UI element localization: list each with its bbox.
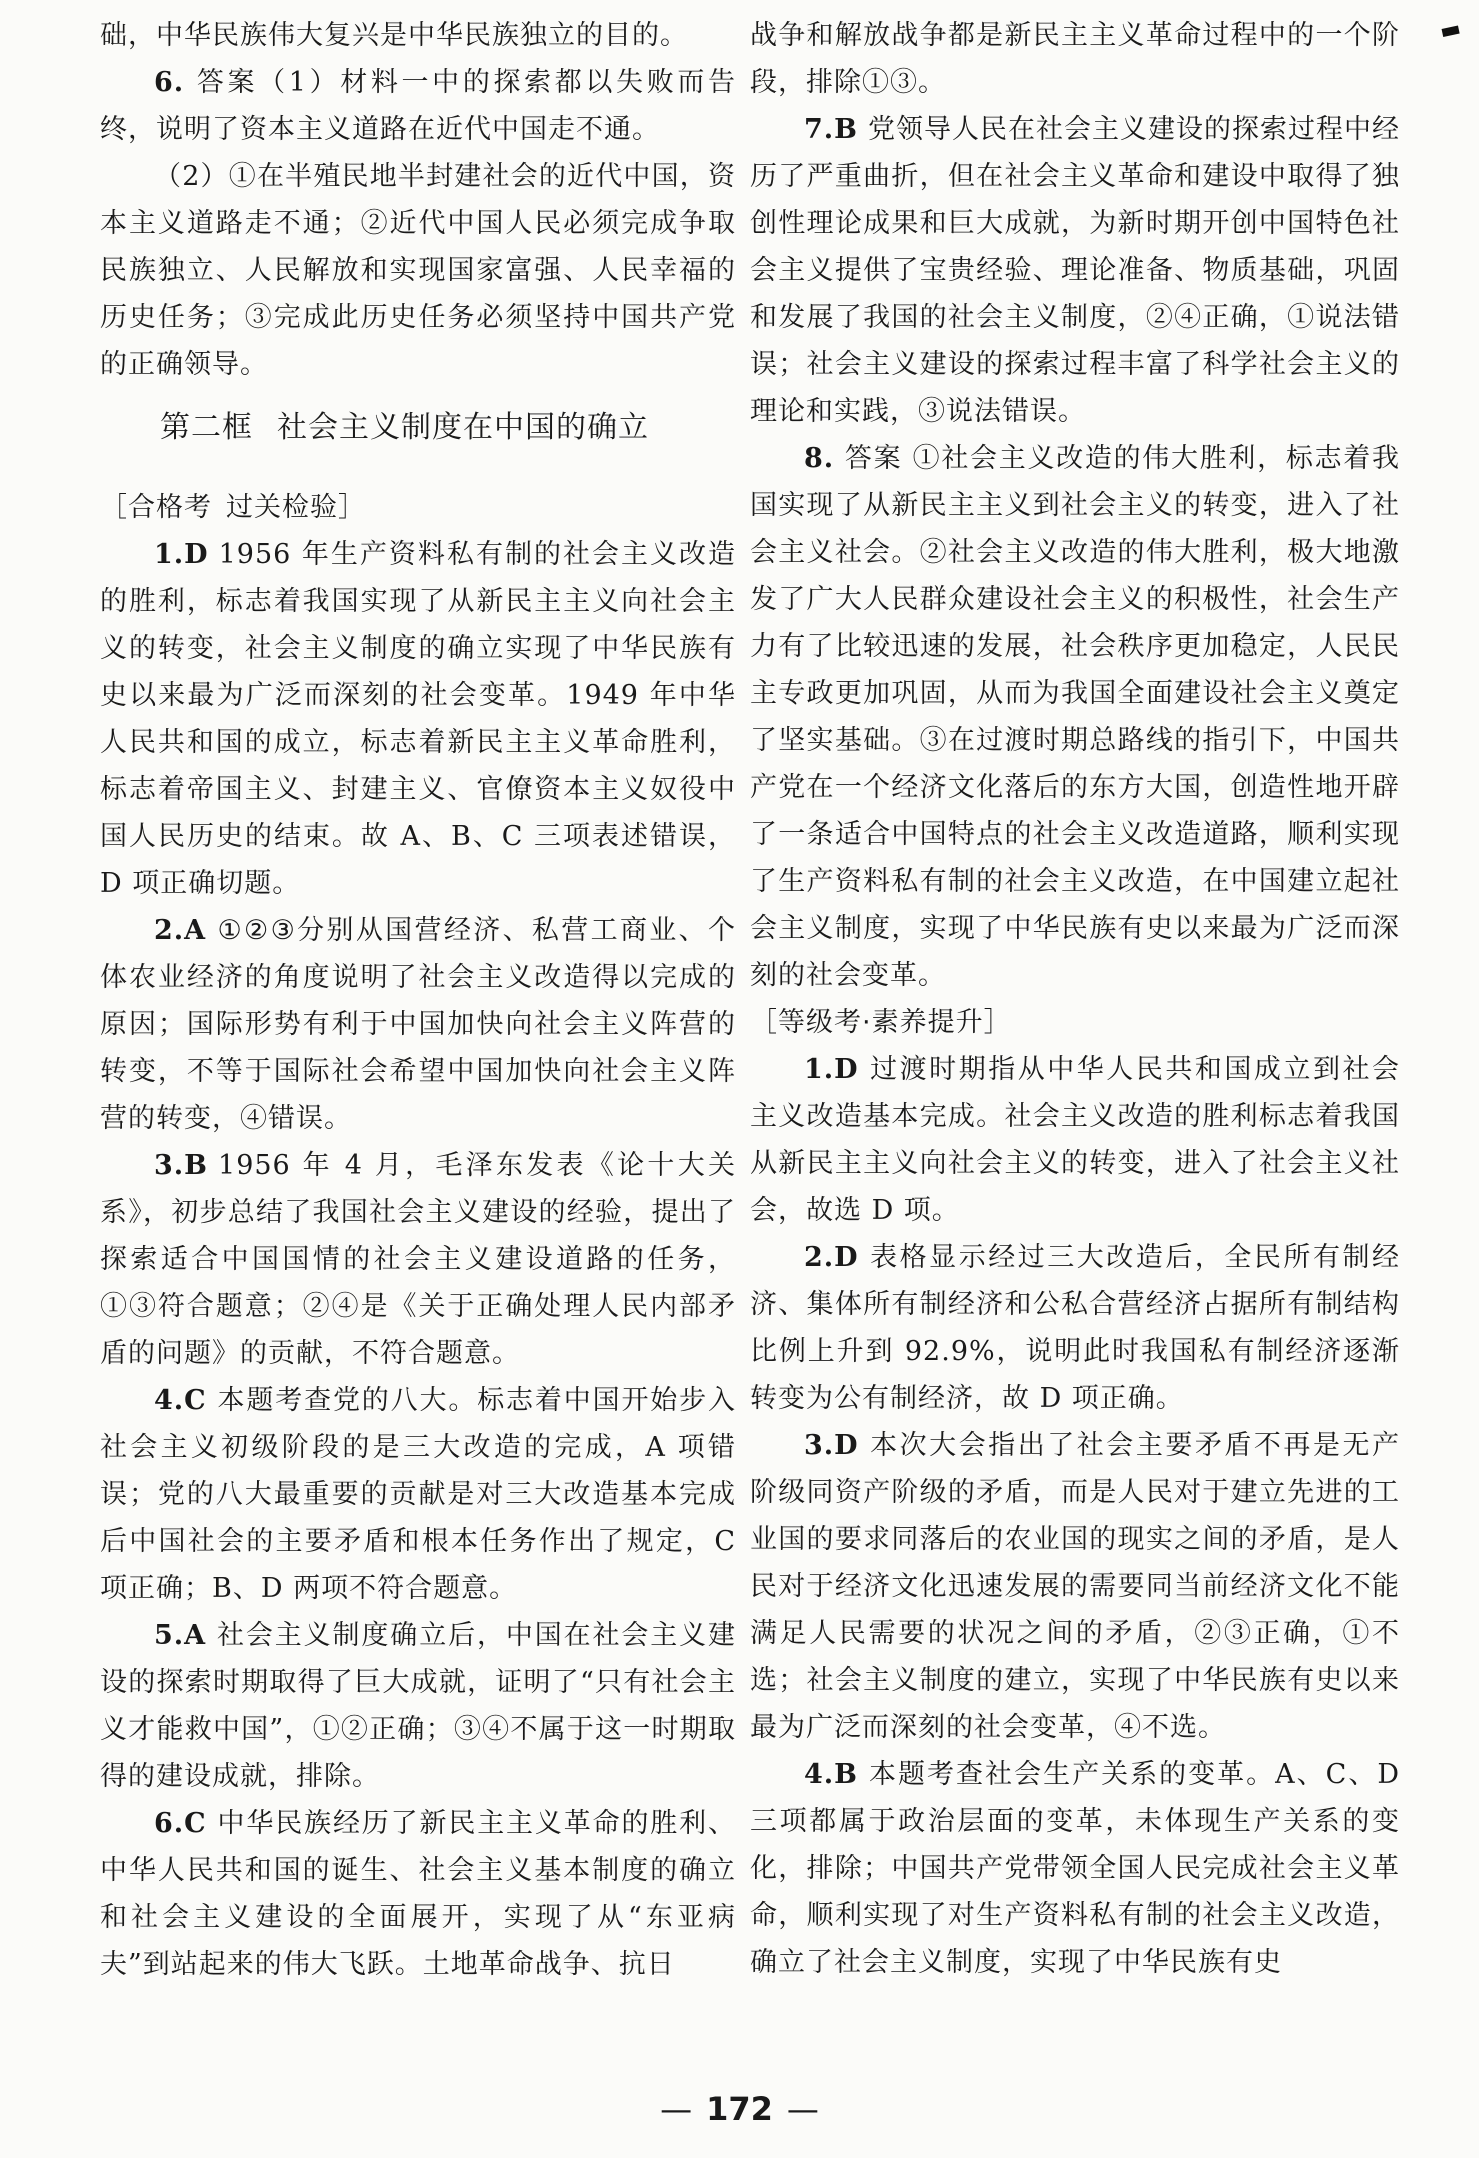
answer-text: （2）①在半殖民地半封建社会的近代中国，资本主义道路走不通；②近代中国人民必须完成争取民族独立、人民解放和实现国家富强、人民幸福的历史任务；③完成此历史任务必须坚持中国共产党的正确领导。 bbox=[100, 161, 736, 380]
question-number: 1.D bbox=[804, 1054, 859, 1085]
question-number: 2.A bbox=[154, 915, 207, 946]
answer-item bbox=[750, 1751, 1400, 1986]
question-number: 4.B bbox=[804, 1759, 859, 1790]
answer-text: 社会主义制度确立后，中国在社会主义建设的探索时期取得了巨大成就，证明了“只有社会主义才能救中国”，①②正确；③④不属于这一时期取得的建设成就，排除。 bbox=[100, 1620, 736, 1792]
answer-item bbox=[750, 1046, 1400, 1234]
section-title bbox=[100, 398, 736, 458]
answer-item bbox=[100, 1377, 736, 1612]
question-number: 4.C bbox=[154, 1385, 207, 1416]
section-label: 第二框 bbox=[160, 410, 253, 445]
answer-item bbox=[750, 106, 1400, 435]
question-number: 8. bbox=[804, 443, 835, 474]
corner-mark-icon: ▬ bbox=[1437, 16, 1464, 45]
answer-item bbox=[100, 1612, 736, 1800]
answer-text: 中华民族经历了新民主主义革命的胜利、中华人民共和国的诞生、社会主义基本制度的确立和社会主义建设的全面展开，实现了从“东亚病夫”到站起来的伟大飞跃。土地革命战争、抗日 bbox=[100, 1808, 736, 1980]
question-number: 3.D bbox=[804, 1430, 859, 1461]
page-footer bbox=[0, 2090, 1479, 2128]
answer-text: ①②③分别从国营经济、私营工商业、个体农业经济的角度说明了社会主义改造得以完成的原因；国际形势有利于中国加快向社会主义阵营的转变，不等于国际社会希望中国加快向社会主义阵营的转变，④错误。 bbox=[100, 915, 736, 1134]
question-number: 5.A bbox=[154, 1620, 207, 1651]
question-number: 2.D bbox=[804, 1242, 859, 1273]
answer-item bbox=[100, 1800, 736, 1988]
left-column bbox=[100, 12, 736, 1988]
answer-text: 表格显示经过三大改造后，全民所有制经济、集体所有制经济和公私合营经济占据所有制结构比例上升到 92.9%，说明此时我国私有制经济逐渐转变为公有制经济，故 D 项正确。 bbox=[750, 1242, 1400, 1414]
answer-item bbox=[100, 907, 736, 1142]
answer-item bbox=[750, 1422, 1400, 1751]
answer-item bbox=[750, 1234, 1400, 1422]
tag-part: ［合格考 bbox=[100, 492, 212, 523]
tag-part: 过关检验］ bbox=[226, 492, 366, 523]
answer-text: 1956 年生产资料私有制的社会主义改造的胜利，标志着我国实现了从新民主主义向社会主义的转变，社会主义制度的确立实现了中华民族有史以来最为广泛而深刻的社会变革。1949 年中华人民共和国的成立，标志着新民主主义革命胜利，标志着帝国主义、封建主义、官僚资本主义奴役中国人民历史的结束。故 A、B、C 三项表述错误，D 项正确切题。 bbox=[100, 539, 736, 899]
answer-item bbox=[750, 435, 1400, 999]
question-number: 6. bbox=[154, 67, 185, 98]
answer-text: 1956 年 4 月，毛泽东发表《论十大关系》，初步总结了我国社会主义建设的经验，提出了探索适合中国国情的社会主义建设道路的任务，①③符合题意；②④是《关于正确处理人民内部矛盾的问题》的贡献，不符合题意。 bbox=[100, 1150, 736, 1369]
answer-text: 本题考查社会生产关系的变革。A、C、D 三项都属于政治层面的变革，未体现生产关系的变化，排除；中国共产党带领全国人民完成社会主义革命，顺利实现了对生产资料私有制的社会主义改造，确立了社会主义制度，实现了中华民族有史 bbox=[750, 1759, 1400, 1978]
answer-text: 答案（1）材料一中的探索都以失败而告终，说明了资本主义道路在近代中国走不通。 bbox=[100, 67, 736, 145]
footer-dash: — bbox=[660, 2090, 693, 2128]
footer-dash: — bbox=[786, 2090, 819, 2128]
answer-text: 过渡时期指从中华人民共和国成立到社会主义改造基本完成。社会主义改造的胜利标志着我国从新民主主义向社会主义的转变，进入了社会主义社会，故选 D 项。 bbox=[750, 1054, 1400, 1226]
question-number: 6.C bbox=[154, 1808, 207, 1839]
answer-item bbox=[100, 531, 736, 907]
page-number: 172 bbox=[706, 2090, 773, 2128]
answer-item bbox=[100, 1142, 736, 1377]
section-tag bbox=[100, 484, 736, 531]
question-number: 3.B bbox=[154, 1150, 209, 1181]
section-heading: 社会主义制度在中国的确立 bbox=[277, 410, 649, 445]
question-number: 1.D bbox=[154, 539, 209, 570]
continuation-paragraph: 战争和解放战争都是新民主主义革命过程中的一个阶段，排除①③。 bbox=[750, 20, 1400, 98]
right-column bbox=[750, 12, 1400, 1986]
answer-text: 本次大会指出了社会主要矛盾不再是无产阶级同资产阶级的矛盾，而是人民对于建立先进的工业国的要求同落后的农业国的现实之间的矛盾，是人民对于经济文化迅速发展的需要同当前经济文化不能满足人民需要的状况之间的矛盾，②③正确，①不选；社会主义制度的建立，实现了中华民族有史以来最为广泛而深刻的社会变革，④不选。 bbox=[750, 1430, 1400, 1743]
answer-item bbox=[100, 59, 736, 153]
answer-text: 答案 ①社会主义改造的伟大胜利，标志着我国实现了从新民主主义到社会主义的转变，进入了社会主义社会。②社会主义改造的伟大胜利，极大地激发了广大人民群众建设社会主义的积极性，社会生产力有了比较迅速的发展，社会秩序更加稳定，人民民主专政更加巩固，从而为我国全面建设社会主义奠定了坚实基础。③在过渡时期总路线的指引下，中国共产党在一个经济文化落后的东方大国，创造性地开辟了一条适合中国特点的社会主义改造道路，顺利实现了生产资料私有制的社会主义改造，在中国建立起社会主义制度，实现了中华民族有史以来最为广泛而深刻的社会变革。 bbox=[750, 443, 1400, 991]
question-number: 7.B bbox=[804, 114, 859, 145]
continuation-paragraph: 础，中华民族伟大复兴是中华民族独立的目的。 bbox=[100, 20, 688, 51]
section-tag: ［等级考·素养提升］ bbox=[750, 1007, 1012, 1038]
answer-text: 本题考查党的八大。标志着中国开始步入社会主义初级阶段的是三大改造的完成，A 项错误；党的八大最重要的贡献是对三大改造基本完成后中国社会的主要矛盾和根本任务作出了规定，C 项正确；B、D 两项不符合题意。 bbox=[100, 1385, 736, 1604]
answer-text: 党领导人民在社会主义建设的探索过程中经历了严重曲折，但在社会主义革命和建设中取得了独创性理论成果和巨大成就，为新时期开创中国特色社会主义提供了宝贵经验、理论准备、物质基础，巩固和发展了我国的社会主义制度，②④正确，①说法错误；社会主义建设的探索过程丰富了科学社会主义的理论和实践，③说法错误。 bbox=[750, 114, 1401, 427]
